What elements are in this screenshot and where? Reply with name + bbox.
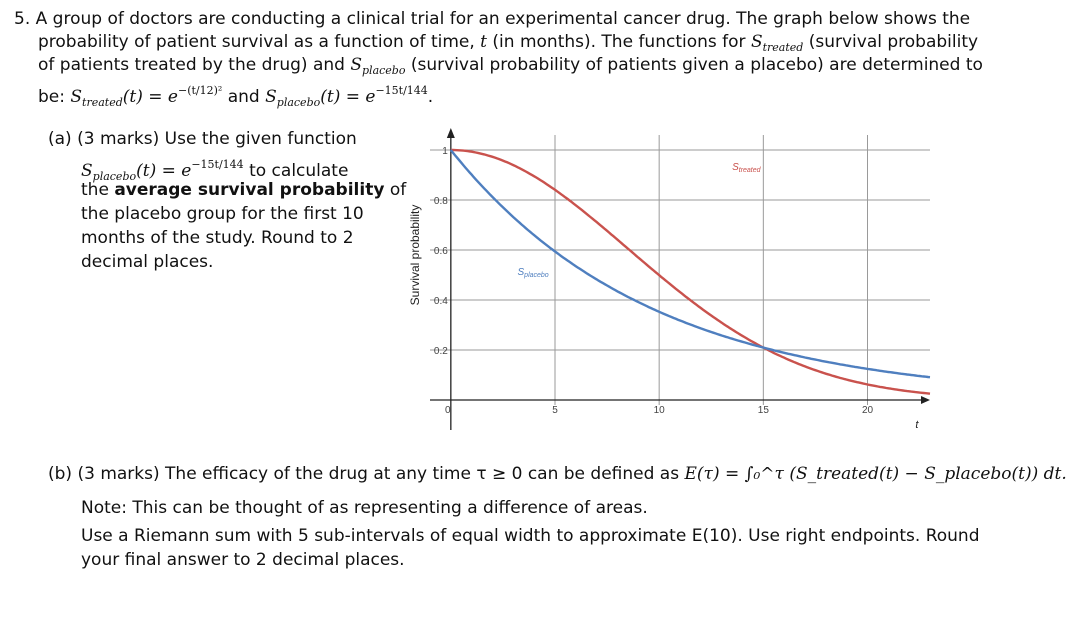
part-b-label: (b) xyxy=(48,464,73,484)
y-tick-label: 0.4 xyxy=(433,296,448,307)
y-tick-label: 0.6 xyxy=(433,246,448,257)
series-label-placebo: $S_{placebo}$ xyxy=(517,267,549,279)
series-label-treated: $S_{treated}$ xyxy=(732,162,761,174)
y-tick-label: 0.2 xyxy=(433,346,448,357)
part-a-label: (a) xyxy=(48,129,72,149)
part-a-line-5: months of the study. Round to 2 xyxy=(81,228,354,248)
part-a-line-4: the placebo group for the first 10 xyxy=(81,204,364,224)
chart-labels xyxy=(408,162,920,431)
part-a-line-3: the average survival probability of xyxy=(81,180,407,200)
efficacy-formula: E(τ) = ∫₀^τ (S_treated(t) − S_placebo(t)) dt. xyxy=(684,464,1067,484)
part-b-line-3: your final answer to 2 decimal places. xyxy=(81,550,405,570)
survival-chart xyxy=(407,120,940,440)
chart-ticks xyxy=(434,146,874,416)
part-b-note: Note: This can be thought of as representing a difference of areas. xyxy=(81,498,648,518)
x-axis-label: t xyxy=(915,419,919,431)
part-b-line-2: Use a Riemann sum with 5 sub-intervals of equal width to approximate E(10). Use right endpoints. Round xyxy=(81,526,980,546)
y-tick-label: 1 xyxy=(442,146,448,157)
question-intro-1: A group of doctors are conducting a clinical trial for an experimental cancer drug. The graph below shows the xyxy=(35,9,971,29)
x-tick-label: 10 xyxy=(653,405,665,416)
question-line-3: of patients treated by the drug) and $S_{placebo}$ (survival probability of patients given a placebo) are determined to xyxy=(38,55,983,77)
part-a-marks: (3 marks) xyxy=(77,129,160,149)
emphasis-average-survival: average survival probability xyxy=(114,180,385,200)
x-tick-label: 5 xyxy=(552,405,558,416)
x-tick-label: 0 xyxy=(445,405,451,416)
x-axis-arrow xyxy=(921,396,930,404)
curve-s-placebo xyxy=(451,150,930,377)
part-a-line-6: decimal places. xyxy=(81,252,214,272)
question-line-2: probability of patient survival as a function of time, t (in months). The functions for $S_{treated}$ (survival probability xyxy=(38,32,979,54)
part-b-line-1: (b) (3 marks) The efficacy of the drug at any time τ ≥ 0 can be defined as E(τ) = ∫₀^τ (S_treated(t) − S_placebo(t)) dt. xyxy=(48,464,1067,484)
question-number: 5. xyxy=(14,9,31,29)
y-axis-label: Survival probability xyxy=(407,204,422,306)
question-line-4: be: $S_{treated}(t) = e^{-(t/12)^2}$ and $S_{placebo}(t) = e^{-15t/144}$. xyxy=(38,84,434,109)
chart-axes xyxy=(430,128,930,430)
y-tick-label: 0.8 xyxy=(433,196,448,207)
formula-treated: S xyxy=(70,87,83,107)
formula-placebo: S xyxy=(265,87,277,107)
part-b-marks: (3 marks) xyxy=(77,464,160,484)
part-a-line-2: $S_{placebo}(t) = e^{-15t/144}$ to calculate xyxy=(81,158,349,183)
x-tick-label: 15 xyxy=(757,405,769,416)
chart-grid xyxy=(430,135,930,405)
part-a-line-1: (a) (3 marks) Use the given function xyxy=(48,129,357,149)
question-line-1 xyxy=(14,8,970,30)
x-tick-label: 20 xyxy=(861,405,874,416)
y-axis-arrow xyxy=(447,128,455,138)
